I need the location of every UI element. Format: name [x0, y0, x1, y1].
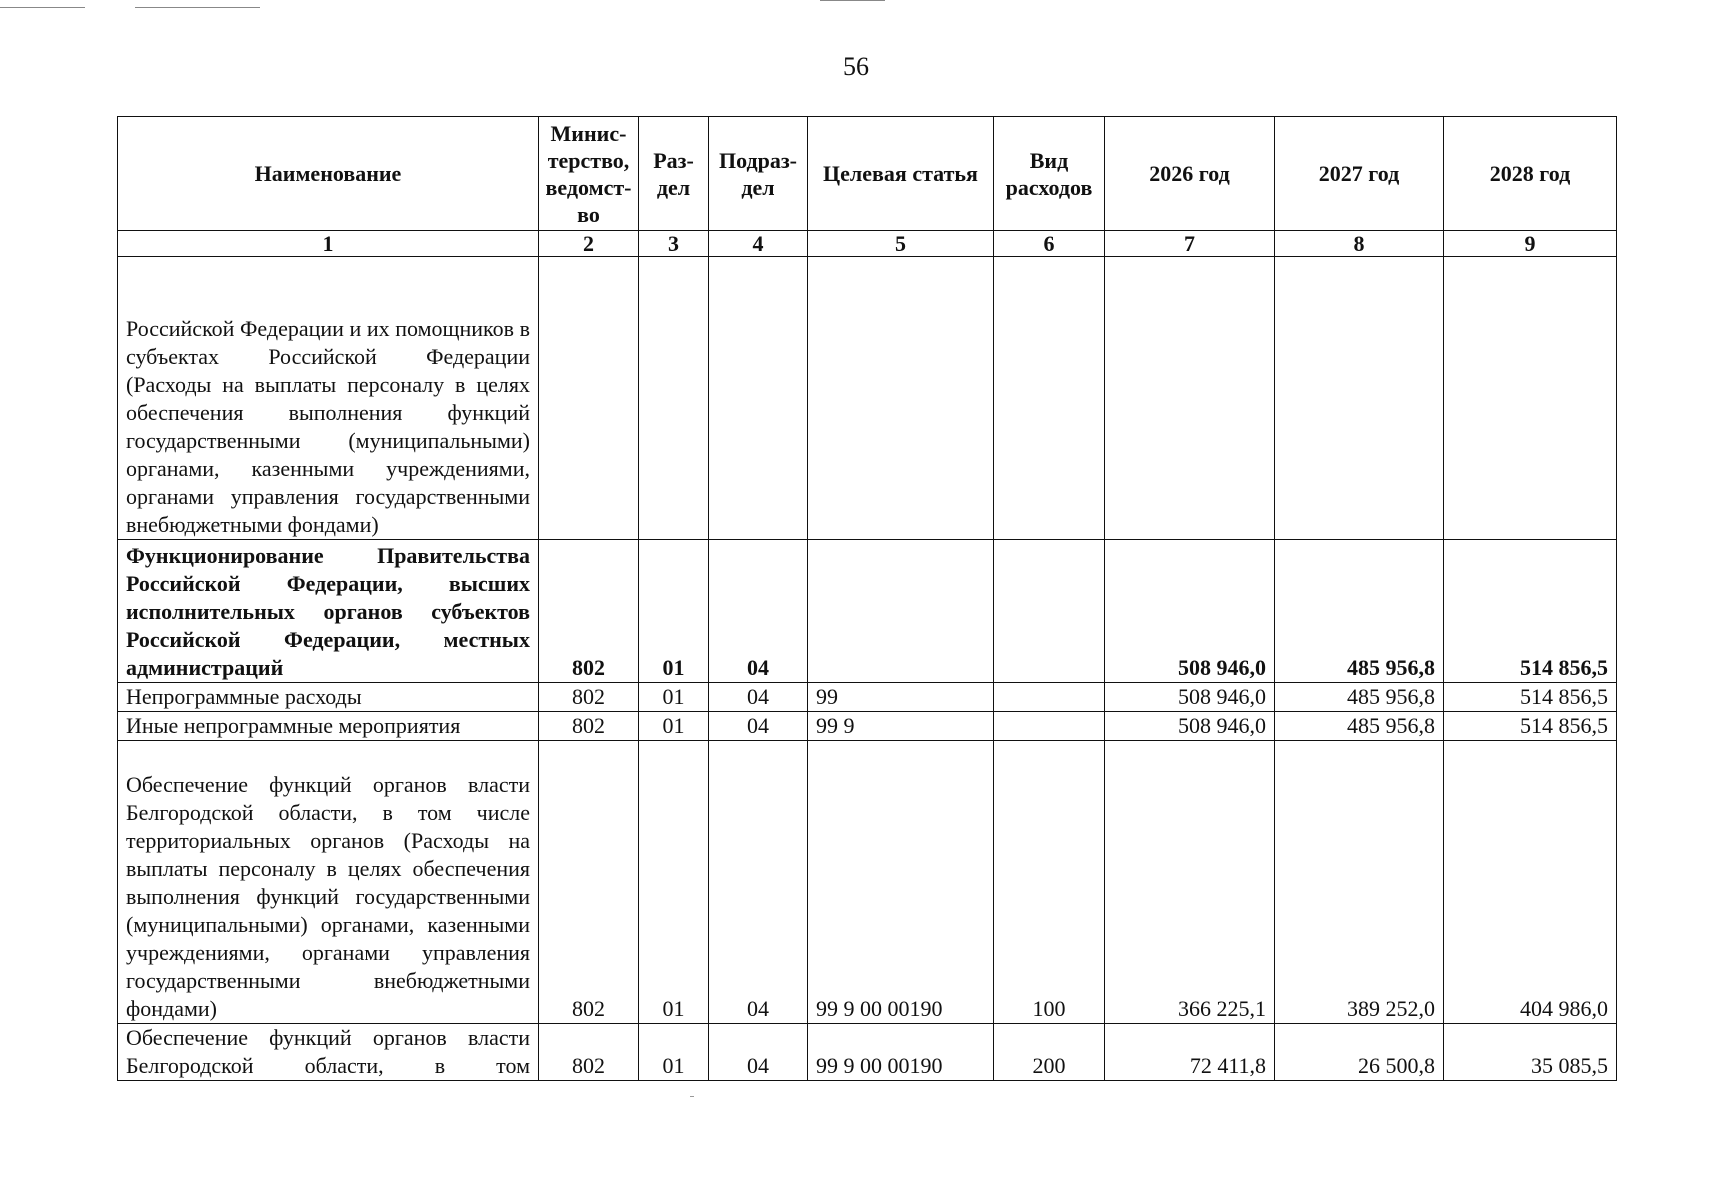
column-number: 2	[539, 231, 639, 257]
row-subsection: 04	[709, 1024, 808, 1081]
row-ministry	[539, 257, 639, 540]
column-number: 9	[1444, 231, 1617, 257]
row-ministry: 802	[539, 683, 639, 712]
row-subsection: 04	[709, 712, 808, 741]
row-ministry: 802	[539, 741, 639, 1024]
table-row	[118, 1024, 1617, 1081]
row-expense-type: 100	[994, 741, 1105, 1024]
row-value-2028: 514 856,5	[1444, 712, 1617, 741]
row-value-2026: 366 225,1	[1105, 741, 1275, 1024]
scan-artifact-dot	[690, 1096, 694, 1097]
header-subsection: Подраз-дел	[709, 117, 808, 231]
row-expense-type	[994, 712, 1105, 741]
row-subsection: 04	[709, 540, 808, 683]
table-row	[118, 540, 1617, 683]
row-name: Обеспечение функций органов власти Белгородской области, в том числе территориальных органов (Расходы на выплаты персоналу в целях обеспечения выполнения функций государственными (муниципальными) органами, казенными учреждениями, органами управления государственными внебюджетными фондами)	[118, 741, 539, 1024]
row-target	[808, 540, 994, 683]
row-target	[808, 257, 994, 540]
header-year-2026: 2026 год	[1105, 117, 1275, 231]
column-number-row	[118, 231, 1617, 257]
row-ministry: 802	[539, 540, 639, 683]
header-row	[118, 117, 1617, 231]
scan-artifact-line	[820, 0, 885, 1]
row-value-2028: 514 856,5	[1444, 683, 1617, 712]
row-value-2027: 485 956,8	[1275, 540, 1444, 683]
header-name: Наименование	[118, 117, 539, 231]
budget-table	[117, 116, 1617, 1081]
row-value-2026: 508 946,0	[1105, 712, 1275, 741]
row-ministry: 802	[539, 712, 639, 741]
row-subsection: 04	[709, 683, 808, 712]
row-value-2026: 508 946,0	[1105, 540, 1275, 683]
row-section: 01	[639, 741, 709, 1024]
header-expense-type: Вид расходов	[994, 117, 1105, 231]
row-target: 99 9	[808, 712, 994, 741]
table-row	[118, 257, 1617, 540]
row-expense-type	[994, 683, 1105, 712]
column-number: 6	[994, 231, 1105, 257]
row-section: 01	[639, 683, 709, 712]
row-value-2026: 72 411,8	[1105, 1024, 1275, 1081]
row-value-2027: 485 956,8	[1275, 712, 1444, 741]
row-name: Иные непрограммные мероприятия	[118, 712, 539, 741]
row-subsection: 04	[709, 741, 808, 1024]
row-target: 99 9 00 00190	[808, 1024, 994, 1081]
row-value-2027: 485 956,8	[1275, 683, 1444, 712]
row-section: 01	[639, 1024, 709, 1081]
header-target: Целевая статья	[808, 117, 994, 231]
row-value-2028: 514 856,5	[1444, 540, 1617, 683]
header-year-2027: 2027 год	[1275, 117, 1444, 231]
scan-artifact-line	[135, 7, 260, 8]
row-target: 99	[808, 683, 994, 712]
header-section: Раз-дел	[639, 117, 709, 231]
row-subsection	[709, 257, 808, 540]
row-expense-type: 200	[994, 1024, 1105, 1081]
column-number: 1	[118, 231, 539, 257]
row-section	[639, 257, 709, 540]
scan-artifact-line	[0, 7, 85, 8]
table-row	[118, 712, 1617, 741]
row-ministry: 802	[539, 1024, 639, 1081]
row-expense-type	[994, 257, 1105, 540]
header-ministry: Минис-терство, ведомст-во	[539, 117, 639, 231]
row-target: 99 9 00 00190	[808, 741, 994, 1024]
row-name: Функционирование Правительства Российской Федерации, высших исполнительных органов субъектов Российской Федерации, местных администраций	[118, 540, 539, 683]
row-value-2027: 26 500,8	[1275, 1024, 1444, 1081]
row-section: 01	[639, 540, 709, 683]
row-name: Непрограммные расходы	[118, 683, 539, 712]
row-value-2028: 404 986,0	[1444, 741, 1617, 1024]
row-value-2028	[1444, 257, 1617, 540]
row-value-2026: 508 946,0	[1105, 683, 1275, 712]
row-section: 01	[639, 712, 709, 741]
header-year-2028: 2028 год	[1444, 117, 1617, 231]
row-name: Российской Федерации и их помощников в субъектах Российской Федерации (Расходы на выплаты персоналу в целях обеспечения выполнения функций государственными (муниципальными) органами, казенными учреждениями, органами управления государственными внебюджетными фондами)	[118, 257, 539, 540]
column-number: 5	[808, 231, 994, 257]
row-value-2028: 35 085,5	[1444, 1024, 1617, 1081]
table-row	[118, 683, 1617, 712]
table-row	[118, 741, 1617, 1024]
row-value-2027: 389 252,0	[1275, 741, 1444, 1024]
row-expense-type	[994, 540, 1105, 683]
column-number: 7	[1105, 231, 1275, 257]
column-number: 4	[709, 231, 808, 257]
column-number: 8	[1275, 231, 1444, 257]
row-name: Обеспечение функций органов власти Белгородской области, в том	[118, 1024, 539, 1081]
row-value-2027	[1275, 257, 1444, 540]
row-value-2026	[1105, 257, 1275, 540]
column-number: 3	[639, 231, 709, 257]
page-number: 56	[843, 52, 869, 81]
